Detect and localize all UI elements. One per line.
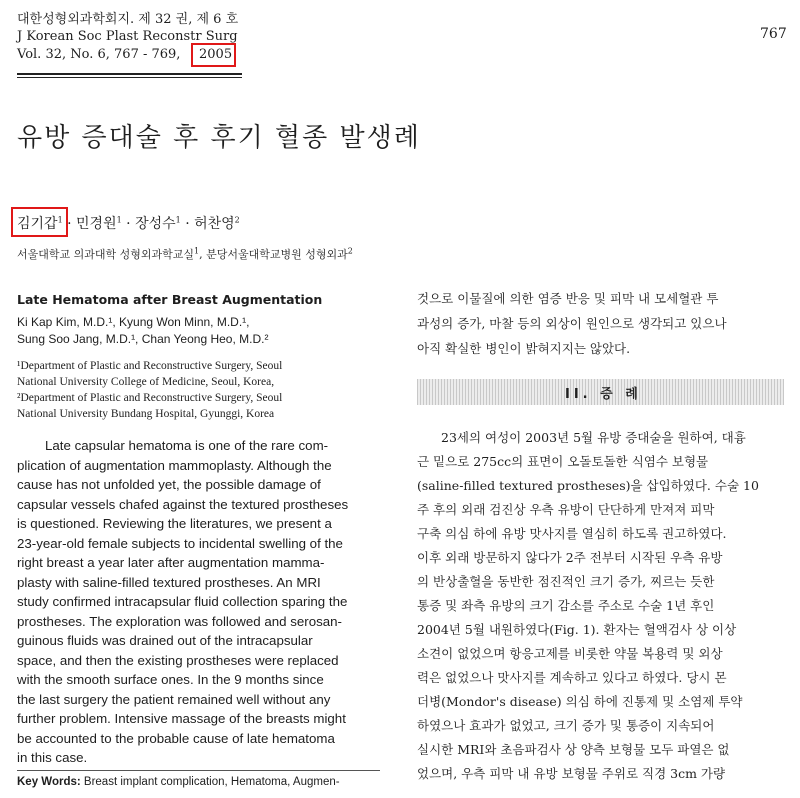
journal-name-ko: 대한성형외과학회지. 제 32 권, 제 6 호 (17, 12, 239, 27)
body-line: 아직 확실한 병인이 밝혀지지는 않았다. (417, 341, 631, 356)
abstract-line: Late capsular hematoma is one of the rare com- (45, 438, 329, 453)
abstract-line: with the smooth surface ones. In the 9 months since (17, 672, 324, 687)
department-line: ²Department of Plastic and Reconstructive Surgery, Seoul (17, 392, 283, 404)
body-line: 과성의 증가, 마찰 등의 외상이 원인으로 생각되고 있으나 (417, 316, 727, 331)
abstract-line: space, and then the existing prostheses were replaced (17, 653, 339, 668)
header-rule (17, 73, 242, 75)
author-first: 김기갑 (17, 216, 58, 232)
author-highlight-box (11, 207, 68, 237)
department-line: National University Bundang Hospital, Gyunggi, Korea (17, 408, 275, 420)
abstract-line: prostheses. The exploration was followed and serosan- (17, 614, 342, 629)
journal-year: 2005 (199, 47, 233, 62)
author-4: 허찬영 (194, 216, 235, 232)
affiliation-ko: 서울대학교 의과대학 성형외과학교실$^1$, 분당서울대학교병원 성형외과$^2$ (17, 246, 353, 261)
body-line: 실시한 MRI와 초음파검사 상 양측 보형물 모두 파열은 없 (417, 742, 730, 757)
abstract-line: is questioned. Reviewing the literatures, we present a (17, 516, 332, 531)
header-rule-thin (17, 77, 242, 78)
authors-ko: 김기갑$^1$ · 민경원$^1$ · 장성수$^1$ · 허찬영$^2$ (17, 215, 240, 232)
body-line: 구축 의심 하에 유방 맛사지를 열심히 하도록 권고하였다. (417, 526, 727, 541)
article-title-ko: 유방 증대술 후 후기 혈종 발생례 (17, 123, 421, 153)
abstract-line: capsular vessels chafed against the textured prostheses (17, 497, 349, 512)
keywords-label: Key Words: (17, 776, 81, 788)
body-line: 더병(Mondor's disease) 의심 하에 진통제 및 소염제 투약 (417, 694, 743, 709)
body-line: 근 밑으로 275cc의 표면이 오돌토돌한 식염수 보형물 (417, 454, 709, 469)
authors-en-line2: Sung Soo Jang, M.D.¹, Chan Yeong Heo, M.D.² (17, 332, 269, 346)
section-heading-case: II. 증 례 (417, 379, 784, 405)
authors-en-line1: Ki Kap Kim, M.D.¹, Kyung Won Minn, M.D.¹, (17, 315, 250, 329)
abstract-line: guinous fluids was drained out of the intracapsular (17, 633, 313, 648)
body-line: 것으로 이물질에 의한 염증 반응 및 피막 내 모세혈관 투 (417, 291, 719, 306)
author-3: 장성수 (135, 216, 176, 232)
abstract-line: in this case. (17, 750, 88, 765)
body-line: 통증 및 좌측 유방의 크기 감소를 주소로 수술 1년 후인 (417, 598, 715, 613)
body-line: 주 후의 외래 검진상 우측 유방이 단단하게 만져져 피막 (417, 502, 715, 517)
body-line: 었으며, 우측 피막 내 유방 보형물 주위로 직경 3cm 가량 (417, 766, 726, 781)
body-line: 의 반상출혈을 동반한 점진적인 크기 증가, 찌르는 듯한 (417, 574, 715, 589)
abstract-line: the last surgery the patient remained well without any (17, 692, 331, 707)
body-line: 력은 없었으나 맛사지를 계속하고 있다고 하였다. 당시 몬 (417, 670, 727, 685)
page-number: 767 (760, 26, 787, 42)
abstract-line: cause has not unfolded yet, the possible damage of (17, 477, 321, 492)
journal-volume: Vol. 32, No. 6, 767 - 769, (17, 47, 181, 62)
keywords-text: Breast implant complication, Hematoma, Augmen- (83, 776, 340, 788)
abstract-line: 23-year-old female subjects to incidental swelling of the (17, 536, 343, 551)
keywords-rule (17, 770, 380, 771)
body-line: 23세의 여성이 2003년 5월 유방 증대술을 원하여, 대흉 (441, 430, 746, 445)
journal-name-en: J Korean Soc Plast Reconstr Surg (17, 29, 238, 44)
abstract-line: plication of augmentation mammoplasty. Although the (17, 458, 332, 473)
body-line: 이후 외래 방문하지 않다가 2주 전부터 시작된 우측 유방 (417, 550, 723, 565)
abstract-line: plasty with saline-filled textured prostheses. An MRI (17, 575, 321, 590)
year-highlight-box (191, 43, 236, 67)
body-line: 소견이 없었으며 항응고제를 비롯한 약물 복용력 및 외상 (417, 646, 723, 661)
body-line: 2004년 5월 내원하였다(Fig. 1). 환자는 혈액검사 상 이상 (417, 622, 737, 637)
department-line: ¹Department of Plastic and Reconstructive Surgery, Seoul (17, 360, 283, 372)
keywords (17, 776, 340, 788)
article-title-en: Late Hematoma after Breast Augmentation (17, 292, 323, 307)
body-line: (saline-filled textured prostheses)을 삽입하였다. 수술 10 (417, 478, 759, 493)
abstract-line: right breast a year later after augmentation mamma- (17, 555, 325, 570)
abstract-line: study confirmed intracapsular fluid collection sparing the (17, 594, 348, 609)
body-line: 하였으나 효과가 없었고, 크기 증가 및 통증이 지속되어 (417, 718, 715, 733)
author-2: 민경원 (76, 216, 117, 232)
abstract-line: further problem. Intensive massage of the breasts might (17, 711, 346, 726)
department-line: National University College of Medicine, Seoul, Korea, (17, 376, 275, 388)
abstract-line: be accounted to the probable cause of late hematoma (17, 731, 335, 746)
